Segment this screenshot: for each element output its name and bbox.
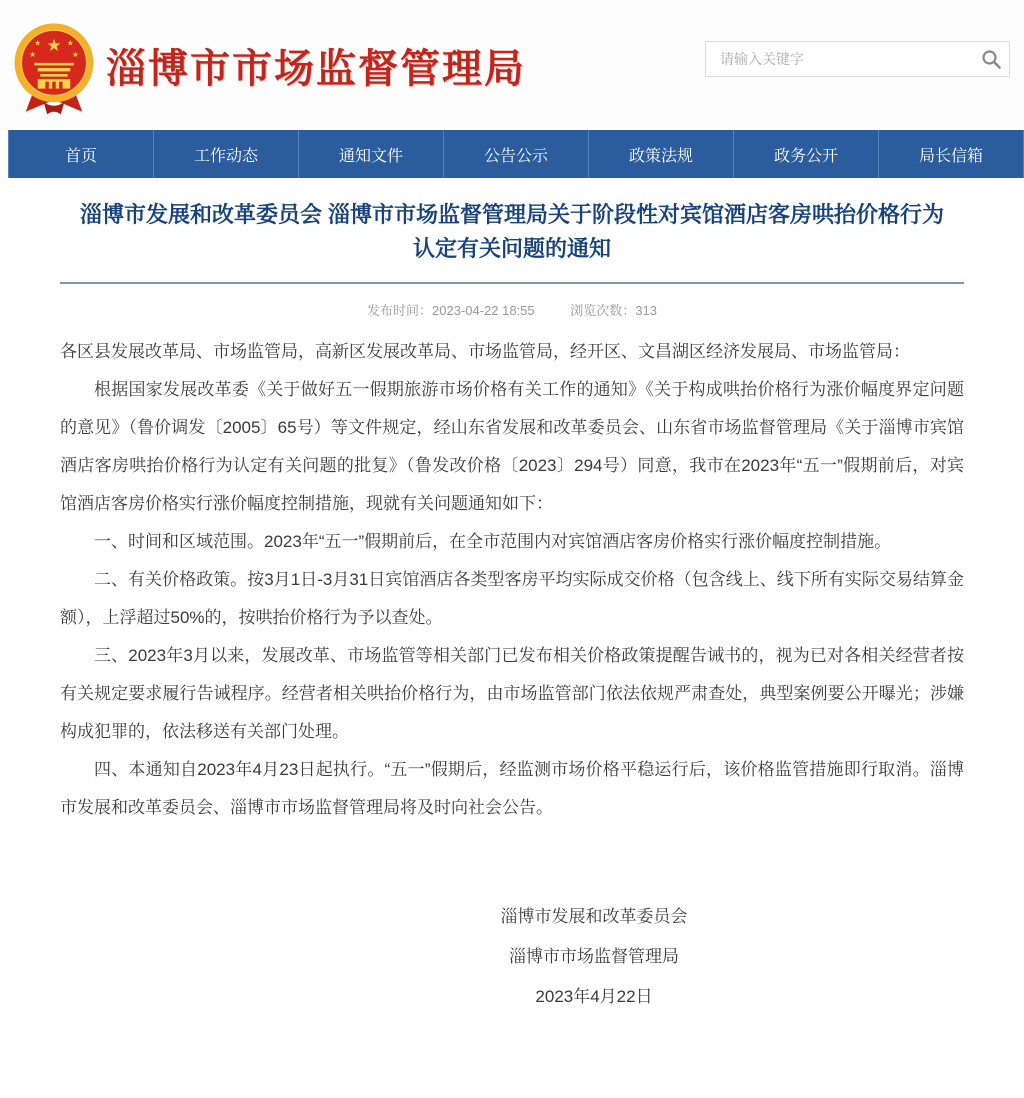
nav-item-home[interactable]: 首页 — [8, 130, 154, 178]
article-content — [0, 178, 1024, 1017]
paragraph-preamble: 根据国家发展改革委《关于做好五一假期旅游市场价格有关工作的通知》《关于构成哄抬价格行为涨价幅度界定问题的意见》（鲁价调发〔2005〕65号）等文件规定，经山东省发展和改革委员会、山东省市场监督管理局《关于淄博市宾馆酒店客房哄抬价格行为认定有关问题的批复》（鲁发改价格〔2023〕294号）同意，我市在2023年“五一”假期前后，对宾馆酒店客房价格实行涨价幅度控制措施，现就有关问题通知如下： — [60, 380, 964, 513]
svg-text:★: ★ — [66, 38, 74, 48]
paragraph-item-1: 一、时间和区域范围。2023年“五一”假期前后，在全市范围内对宾馆酒店客房价格实行涨价幅度控制措施。 — [94, 532, 892, 551]
nav-item-announcements[interactable]: 公告公示 — [444, 130, 589, 178]
nav-item-gov-info[interactable]: 政务公开 — [734, 130, 879, 178]
main-nav — [8, 130, 1024, 178]
nav-item-notices[interactable]: 通知文件 — [299, 130, 444, 178]
document-meta — [60, 300, 964, 319]
search-input[interactable] — [706, 42, 973, 76]
paragraph-item-3: 三、2023年3月以来，发展改革、市场监管等相关部门已发布相关价格政策提醒告诫书的，视为已对各相关经营者按有关规定要求履行告诫程序。经营者相关哄抬价格行为，由市场监管部门依法依规严肃查处，典型案例要公开曝光；涉嫌构成犯罪的，依法移送有关部门处理。 — [60, 646, 964, 741]
national-emblem-icon — [10, 20, 98, 116]
search-box — [705, 41, 1010, 77]
paragraph-item-2: 二、有关价格政策。按3月1日-3月31日宾馆酒店各类型客房平均实际成交价格（包含线上、线下所有实际交易结算金额），上浮超过50%的，按哄抬价格行为予以查处。 — [60, 570, 964, 627]
title-divider — [60, 282, 964, 284]
svg-text:★: ★ — [29, 49, 37, 59]
paragraph-addressees: 各区县发展改革局、市场监管局，高新区发展改革局、市场监管局，经开区、文昌湖区经济发展局、市场监管局： — [60, 342, 910, 361]
search-icon[interactable] — [973, 42, 1009, 76]
paragraph-item-4: 四、本通知自2023年4月23日起执行。“五一”假期后，经监测市场价格平稳运行后，该价格监管措施即行取消。淄博市发展和改革委员会、淄博市市场监督管理局将及时向社会公告。 — [60, 760, 964, 817]
site-name: 淄博市市场监督管理局 — [106, 45, 526, 92]
article-body — [60, 333, 964, 827]
nav-item-work-news[interactable]: 工作动态 — [154, 130, 299, 178]
document-title: 淄博市发展和改革委员会 淄博市市场监督管理局关于阶段性对宾馆酒店客房哄抬价格行为认定有关问题的通知 — [79, 202, 945, 261]
nav-item-director-mailbox[interactable]: 局长信箱 — [879, 130, 1024, 178]
svg-text:★: ★ — [46, 35, 62, 56]
site-logo[interactable] — [10, 14, 526, 116]
svg-text:★: ★ — [34, 38, 42, 48]
publish-time: 发布时间：2023-04-22 18:55 — [366, 303, 535, 318]
signature-block — [424, 897, 764, 1017]
nav-item-policies[interactable]: 政策法规 — [589, 130, 734, 178]
view-count: 浏览次数：313 — [570, 303, 657, 318]
signature-date: 2023年4月22日 — [535, 987, 653, 1006]
signature-org-2: 淄博市市场监督管理局 — [509, 947, 679, 966]
site-header — [0, 0, 1024, 130]
signature-org-1: 淄博市发展和改革委员会 — [500, 907, 688, 926]
svg-text:★: ★ — [71, 49, 79, 59]
